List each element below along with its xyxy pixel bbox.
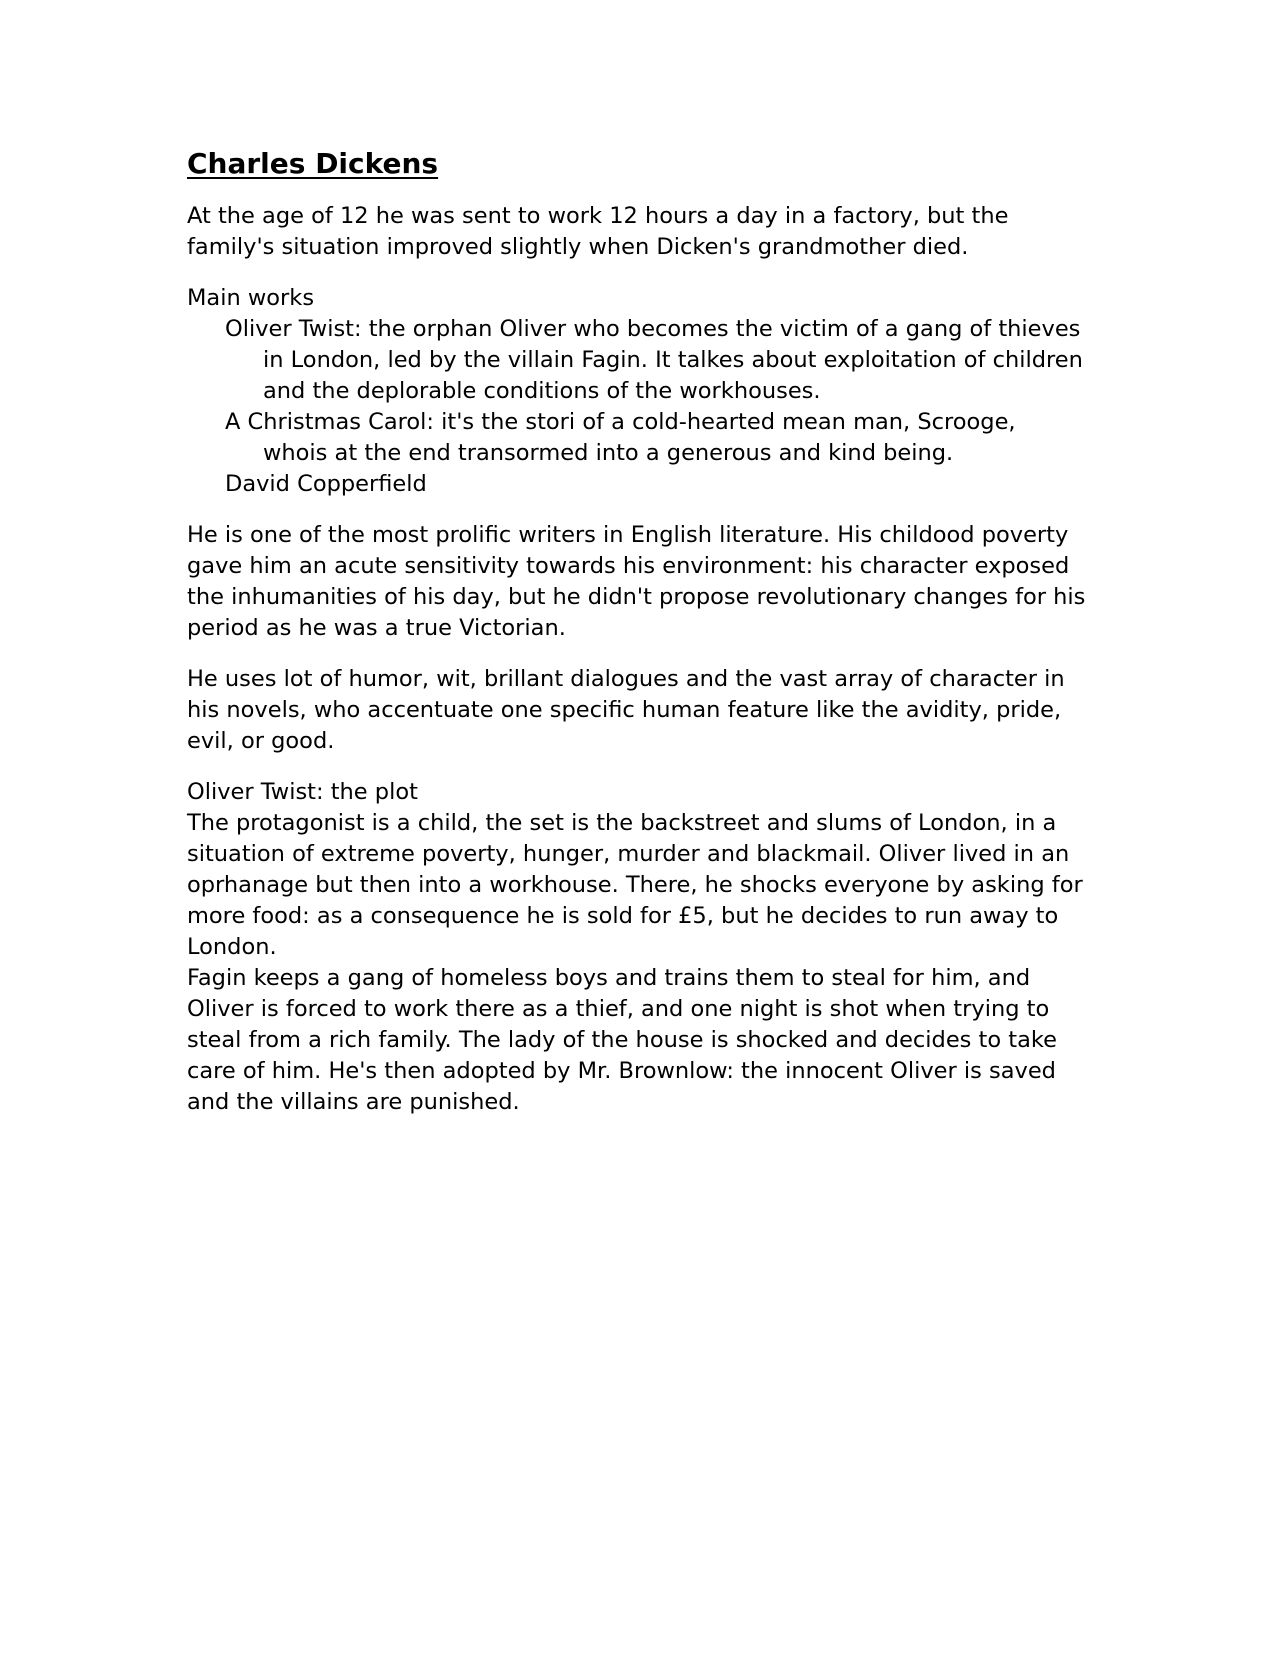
style-paragraph: He uses lot of humor, wit, brillant dialogues and the vast array of character in his novels, who accentuate one specific human feature like the avidity, pride, evil, or good. xyxy=(187,666,1065,754)
page-title: Charles Dickens xyxy=(187,147,439,180)
main-works-list xyxy=(187,314,1087,500)
plot-paragraph-2: Fagin keeps a gang of homeless boys and trains them to steal for him, and Oliver is forced to work there as a thief, and one night is shot when trying to steal from a rich family. The lady of the house is shocked and decides to take care of him. He's then adopted by Mr. Brownlow: the innocent Oliver is saved and the villains are punished. xyxy=(187,965,1057,1115)
prolific-writer-paragraph: He is one of the most prolific writers in English literature. His childood poverty gave him an acute sensitivity towards his environment: his character exposed the inhumanities of his day, but he didn't propose revolutionary changes for his period as he was a true Victorian. xyxy=(187,522,1086,641)
document-page xyxy=(187,146,1087,1118)
plot-paragraph-1: The protagonist is a child, the set is the backstreet and slums of London, in a situation of extreme poverty, hunger, murder and blackmail. Oliver lived in an oprhanage but then into a workhouse. There, he shocks everyone by asking for more food: as a consequence he is sold for £5, but he decides to run away to London. xyxy=(187,810,1083,960)
intro-paragraph: At the age of 12 he was sent to work 12 hours a day in a factory, but the family's situation improved slightly when Dicken's grandmother died. xyxy=(187,203,1009,260)
work-item-david-copperfield: David Copperfield xyxy=(225,471,427,497)
plot-heading: Oliver Twist: the plot xyxy=(187,779,418,805)
work-item-christmas-carol: A Christmas Carol: it's the stori of a cold-hearted mean man, Scrooge, whois at the end transormed into a generous and kind being. xyxy=(225,409,1016,466)
work-item-oliver-twist: Oliver Twist: the orphan Oliver who becomes the victim of a gang of thieves in London, led by the villain Fagin. It talkes about exploitation of children and the deplorable conditions of the workhouses. xyxy=(225,316,1083,404)
main-works-section xyxy=(187,283,1087,500)
main-works-heading: Main works xyxy=(187,285,315,311)
plot-section xyxy=(187,777,1087,1118)
